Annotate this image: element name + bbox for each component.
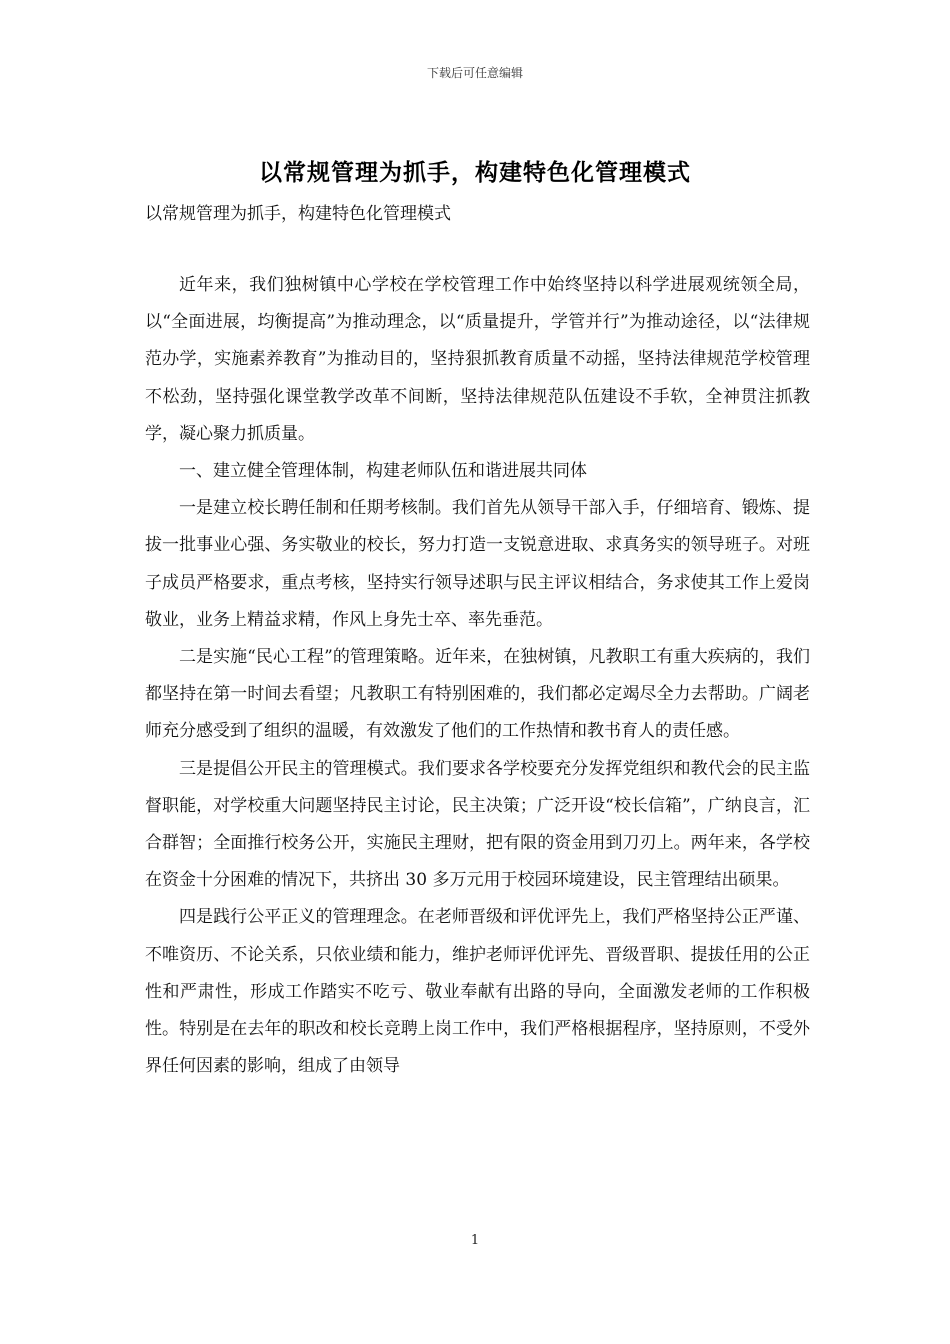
paragraph-intro: 近年来，我们独树镇中心学校在学校管理工作中始终坚持以科学进展观统领全局，以“全面进展，均衡提高”为推动理念，以“质量提升，学管并行”为推动途径，以“法律规范办学，实施素养教育”为推动目的，坚持狠抓教育质量不动摇，坚持法律规范学校管理不松劲，坚持强化课堂教学改革不间断，坚持法律规范队伍建设不手软，全神贯注抓教学，凝心聚力抓质量。	[145, 275, 810, 444]
section-heading: 一、建立健全管理体制，构建老师队伍和谐进展共同体	[179, 461, 587, 482]
document-subtitle: 以常规管理为抓手，构建特色化管理模式	[145, 204, 451, 224]
paragraph-point-2: 二是实施“民心工程”的管理策略。近年来，在独树镇，凡教职工有重大疾病的，我们都坚持在第一时间去看望；凡教职工有特别困难的，我们都必定竭尽全力去帮助。广阔老师充分感受到了组织的温暖，有效激发了他们的工作热情和教书育人的责任感。	[145, 647, 810, 742]
paragraph-point-4: 四是践行公平正义的管理理念。在老师晋级和评优评先上，我们严格坚持公正严谨、不唯资历、不论关系，只依业绩和能力，维护老师评优评先、晋级晋职、提拔任用的公正性和严肃性，形成工作踏实不吃亏、敬业奉献有出路的导向，全面激发老师的工作积极性。特别是在去年的职改和校长竞聘上岗工作中，我们严格根据程序，坚持原则，不受外界任何因素的影响，组成了由领导	[145, 907, 810, 1077]
document-title: 以常规管理为抓手，构建特色化管理模式	[259, 159, 691, 186]
document-body	[145, 267, 810, 1085]
paragraph-point-3: 三是提倡公开民主的管理模式。我们要求各学校要充分发挥党组织和教代会的民主监督职能，对学校重大问题坚持民主讨论，民主决策；广泛开设“校长信箱”，广纳良言，汇合群智；全面推行校务公开，实施民主理财，把有限的资金用到刀刃上。两年来，各学校在资金十分困难的情况下，共挤出 30 多万元用于校园环境建设，民主管理结出硕果。	[145, 758, 810, 891]
paragraph-point-1: 一是建立校长聘任制和任期考核制。我们首先从领导干部入手，仔细培育、锻炼、提拔一批事业心强、务实敬业的校长，努力打造一支锐意进取、求真务实的领导班子。对班子成员严格要求，重点考核，坚持实行领导述职与民主评议相结合，务求使其工作上爱岗敬业，业务上精益求精，作风上身先士卒、率先垂范。	[145, 498, 810, 630]
header-note: 下载后可任意编辑	[426, 66, 523, 80]
page-number: 1	[470, 1233, 480, 1248]
